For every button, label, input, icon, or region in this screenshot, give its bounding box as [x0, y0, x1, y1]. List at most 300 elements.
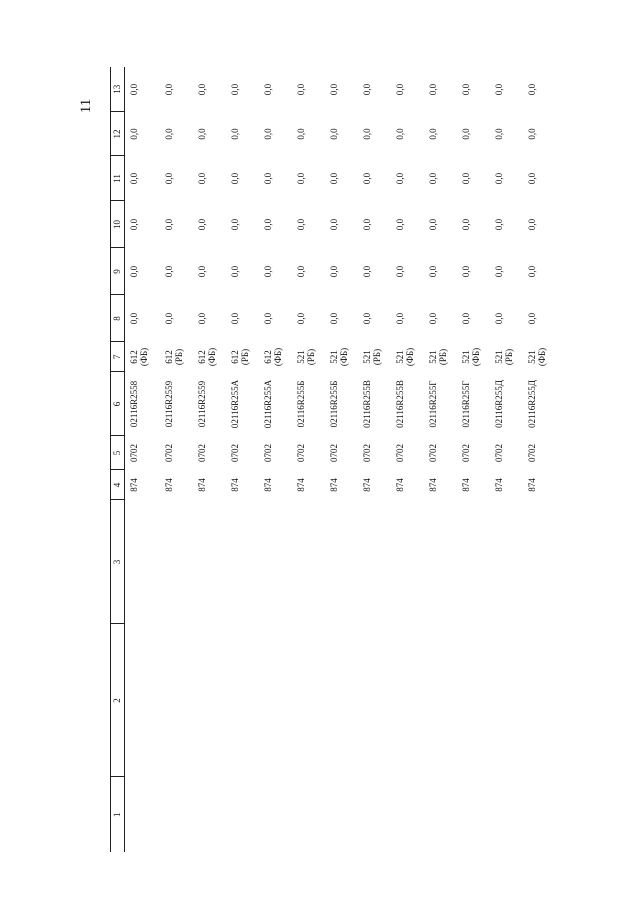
cell-text: 0,0 — [197, 128, 207, 140]
cell-text: 0,0 — [263, 83, 273, 96]
table-cell — [158, 470, 191, 500]
cell-text: 0,0 — [329, 265, 339, 278]
table-cell — [290, 470, 323, 500]
table-row — [125, 67, 159, 852]
table-cell — [455, 470, 488, 500]
table-cell — [356, 248, 389, 295]
cell-text: 874 — [296, 478, 306, 492]
table-cell — [521, 248, 554, 295]
page-number: 11 — [78, 98, 94, 114]
table-cell — [290, 372, 323, 436]
table-cell — [290, 500, 323, 624]
table-cell — [224, 624, 257, 777]
table-cell — [422, 436, 455, 470]
table-row — [389, 67, 422, 852]
table-cell — [257, 342, 290, 372]
cell-text — [257, 624, 263, 777]
cell-text: 0,0 — [129, 83, 139, 96]
table-cell — [158, 624, 191, 777]
table-cell — [488, 777, 521, 852]
cell-text: 0702 — [461, 444, 471, 462]
table-cell — [191, 248, 224, 295]
table-cell — [191, 156, 224, 201]
cell-text: 0,0 — [395, 83, 405, 96]
cell-text: 521 (РБ) — [428, 348, 448, 366]
cell-text — [323, 500, 329, 624]
table-cell — [125, 436, 159, 470]
table-cell — [455, 777, 488, 852]
cell-text: 0702 — [197, 444, 207, 462]
cell-text: 0,0 — [461, 265, 471, 278]
cell-text: 0702 — [263, 444, 273, 462]
table-cell — [455, 156, 488, 201]
cell-text: 0,0 — [494, 312, 504, 325]
table-cell — [191, 372, 224, 436]
table-cell — [488, 295, 521, 342]
table-cell — [224, 436, 257, 470]
cell-text: 0,0 — [362, 128, 372, 140]
table-cell — [290, 295, 323, 342]
cell-text: 0,0 — [230, 265, 240, 278]
table-cell — [455, 500, 488, 624]
cell-text: 0,0 — [362, 265, 372, 278]
table-row — [158, 67, 191, 852]
cell-text — [158, 624, 164, 777]
cell-text: 0,0 — [230, 128, 240, 140]
cell-text — [389, 500, 395, 624]
cell-text: 0,0 — [461, 128, 471, 140]
cell-text: 0,0 — [263, 265, 273, 278]
cell-text: 874 — [395, 478, 405, 492]
cell-text: 612 (ФБ) — [129, 347, 149, 367]
cell-text — [389, 777, 395, 852]
table-cell — [389, 470, 422, 500]
table-cell — [389, 67, 422, 112]
table-cell — [455, 201, 488, 248]
cell-text: 0,0 — [395, 128, 405, 140]
table-cell — [290, 67, 323, 112]
cell-text — [290, 777, 296, 852]
cell-text — [455, 624, 461, 777]
table-cell — [356, 295, 389, 342]
table-cell — [191, 295, 224, 342]
cell-text: 0,0 — [428, 218, 438, 231]
table-cell — [356, 112, 389, 156]
table-cell — [257, 624, 290, 777]
table-cell — [323, 500, 356, 624]
cell-text: 521 (РБ) — [296, 348, 316, 366]
table-cell — [191, 777, 224, 852]
cell-text: 02116R255В — [362, 380, 372, 428]
table-cell — [356, 470, 389, 500]
cell-text: 612 (РБ) — [164, 348, 184, 366]
table-cell — [224, 372, 257, 436]
table-cell — [290, 156, 323, 201]
table-cell — [125, 295, 159, 342]
cell-text: 874 — [129, 478, 139, 492]
cell-text: 0,0 — [329, 128, 339, 140]
table-cell — [488, 500, 521, 624]
cell-text: 874 — [527, 478, 537, 492]
col-header: 10 — [111, 201, 125, 248]
table-cell — [389, 436, 422, 470]
col-header: 3 — [111, 500, 125, 624]
cell-text: 02116R2559 — [197, 380, 207, 428]
table-cell — [290, 201, 323, 248]
table-cell — [323, 777, 356, 852]
table-cell — [521, 624, 554, 777]
cell-text: 0,0 — [263, 128, 273, 140]
table-cell — [422, 67, 455, 112]
table-cell — [224, 67, 257, 112]
cell-text: 0,0 — [428, 172, 438, 185]
table-cell — [158, 112, 191, 156]
col-header: 7 — [111, 342, 125, 372]
table-cell — [257, 201, 290, 248]
table-cell — [323, 624, 356, 777]
col-header: 6 — [111, 372, 125, 436]
table-cell — [521, 342, 554, 372]
table-cell — [158, 436, 191, 470]
table-cell — [125, 248, 159, 295]
table-cell — [191, 342, 224, 372]
table-cell — [455, 112, 488, 156]
cell-text: 874 — [164, 478, 174, 492]
cell-text: 0,0 — [296, 172, 306, 185]
cell-text: 0,0 — [461, 312, 471, 325]
cell-text: 0,0 — [461, 218, 471, 231]
col-header: 1 — [111, 777, 125, 852]
cell-text — [290, 624, 296, 777]
table-cell — [521, 295, 554, 342]
table-cell — [158, 67, 191, 112]
table-cell — [455, 248, 488, 295]
table-cell — [521, 67, 554, 112]
table-cell — [158, 777, 191, 852]
table-cell — [356, 342, 389, 372]
cell-text: 0,0 — [164, 83, 174, 96]
cell-text: 0702 — [395, 444, 405, 462]
table-cell — [488, 201, 521, 248]
cell-text: 0702 — [362, 444, 372, 462]
table-cell — [290, 624, 323, 777]
cell-text: 0702 — [428, 444, 438, 462]
table-row — [257, 67, 290, 852]
cell-text: 0,0 — [197, 172, 207, 185]
cell-text: 02116R2559 — [164, 380, 174, 428]
header-row — [111, 67, 125, 852]
table-cell — [356, 372, 389, 436]
table-cell — [323, 436, 356, 470]
table-cell — [521, 112, 554, 156]
table-cell — [158, 342, 191, 372]
table-cell — [257, 436, 290, 470]
cell-text — [158, 500, 164, 624]
table-cell — [389, 248, 422, 295]
cell-text: 02116R255Б — [329, 380, 339, 428]
cell-text: 0,0 — [395, 312, 405, 325]
cell-text — [521, 624, 527, 777]
table-cell — [389, 201, 422, 248]
cell-text — [422, 624, 428, 777]
cell-text: 0702 — [129, 444, 139, 462]
cell-text: 0,0 — [230, 218, 240, 231]
table-cell — [422, 248, 455, 295]
cell-text: 02116R255В — [395, 380, 405, 428]
table-cell — [191, 436, 224, 470]
col-header: 8 — [111, 295, 125, 342]
table-cell — [488, 436, 521, 470]
cell-text: 0,0 — [230, 312, 240, 325]
table-cell — [521, 500, 554, 624]
table-cell — [323, 112, 356, 156]
table-row — [422, 67, 455, 852]
cell-text — [125, 624, 129, 777]
cell-text: 02116R2558 — [129, 380, 139, 428]
cell-text: 0,0 — [527, 128, 537, 140]
col-header: 12 — [111, 112, 125, 156]
cell-text: 0,0 — [164, 172, 174, 185]
cell-text — [257, 777, 263, 852]
table-cell — [488, 248, 521, 295]
table-cell — [422, 342, 455, 372]
table-cell — [422, 156, 455, 201]
table-cell — [191, 201, 224, 248]
cell-text: 521 (РБ) — [494, 348, 514, 366]
table-cell — [257, 67, 290, 112]
table-cell — [158, 156, 191, 201]
cell-text: 0,0 — [230, 172, 240, 185]
table-cell — [422, 112, 455, 156]
table-cell — [521, 201, 554, 248]
cell-text: 0702 — [296, 444, 306, 462]
table-cell — [521, 156, 554, 201]
cell-text: 0,0 — [129, 172, 139, 185]
cell-text: 0,0 — [329, 83, 339, 96]
cell-text — [158, 777, 164, 852]
cell-text: 0,0 — [263, 312, 273, 325]
cell-text — [422, 777, 428, 852]
table-cell — [356, 500, 389, 624]
cell-text — [191, 500, 197, 624]
cell-text — [224, 500, 230, 624]
cell-text — [125, 500, 129, 624]
cell-text: 0,0 — [494, 172, 504, 185]
cell-text: 0,0 — [428, 265, 438, 278]
table-cell — [257, 248, 290, 295]
table-cell — [290, 436, 323, 470]
table-cell — [323, 156, 356, 201]
cell-text: 0,0 — [527, 218, 537, 231]
table-cell — [389, 500, 422, 624]
cell-text: 521 (РБ) — [362, 348, 382, 366]
cell-text: 02116R255Г — [461, 380, 471, 428]
cell-text — [356, 500, 362, 624]
table-cell — [125, 67, 159, 112]
table-cell — [323, 67, 356, 112]
table-cell — [356, 201, 389, 248]
cell-text: 0,0 — [263, 218, 273, 231]
table-cell — [125, 156, 159, 201]
table-cell — [290, 777, 323, 852]
cell-text: 0,0 — [296, 265, 306, 278]
table-cell — [224, 156, 257, 201]
table-cell — [488, 156, 521, 201]
cell-text: 0,0 — [494, 265, 504, 278]
cell-text: 0,0 — [527, 265, 537, 278]
table-cell — [455, 342, 488, 372]
cell-text: 02116R255A — [230, 379, 240, 429]
table-cell — [224, 248, 257, 295]
table-cell — [521, 470, 554, 500]
table-cell — [125, 470, 159, 500]
cell-text: 0,0 — [197, 218, 207, 231]
cell-text — [455, 500, 461, 624]
cell-text: 0,0 — [428, 83, 438, 96]
table-cell — [356, 436, 389, 470]
table-cell — [389, 156, 422, 201]
table-cell — [455, 436, 488, 470]
table-cell — [488, 112, 521, 156]
cell-text: 0,0 — [494, 83, 504, 96]
cell-text: 0,0 — [494, 128, 504, 140]
table-cell — [389, 777, 422, 852]
table-cell — [191, 500, 224, 624]
col-header: 9 — [111, 248, 125, 295]
table-cell — [158, 500, 191, 624]
table-cell — [323, 372, 356, 436]
cell-text: 0,0 — [129, 265, 139, 278]
table-cell — [521, 777, 554, 852]
cell-text: 0,0 — [164, 128, 174, 140]
cell-text: 0,0 — [296, 218, 306, 231]
cell-text: 874 — [428, 478, 438, 492]
table-cell — [191, 67, 224, 112]
cell-text: 0,0 — [527, 83, 537, 96]
table-cell — [488, 67, 521, 112]
table-cell — [323, 248, 356, 295]
table-cell — [224, 112, 257, 156]
table-cell — [389, 112, 422, 156]
table-cell — [323, 470, 356, 500]
cell-text: 0,0 — [494, 218, 504, 231]
table-cell — [158, 201, 191, 248]
table-cell — [224, 777, 257, 852]
table-cell — [356, 67, 389, 112]
cell-text: 0,0 — [395, 218, 405, 231]
cell-text: 0,0 — [129, 312, 139, 325]
col-header: 11 — [111, 156, 125, 201]
table-cell — [422, 295, 455, 342]
table-cell — [290, 248, 323, 295]
table-cell — [389, 372, 422, 436]
table-cell — [224, 500, 257, 624]
cell-text: 0702 — [164, 444, 174, 462]
table-cell — [224, 201, 257, 248]
cell-text: 0,0 — [197, 265, 207, 278]
cell-text: 0702 — [527, 444, 537, 462]
table-cell — [323, 201, 356, 248]
cell-text: 0,0 — [395, 172, 405, 185]
table-cell — [257, 500, 290, 624]
cell-text: 0,0 — [197, 83, 207, 96]
table-cell — [356, 777, 389, 852]
cell-text: 612 (ФБ) — [197, 347, 217, 367]
cell-text: 0,0 — [329, 172, 339, 185]
table-cell — [422, 777, 455, 852]
cell-text: 612 (ФБ) — [263, 347, 283, 367]
table-cell — [257, 372, 290, 436]
cell-text: 0702 — [230, 444, 240, 462]
cell-text: 521 (ФБ) — [527, 347, 547, 367]
cell-text — [323, 777, 329, 852]
cell-text — [257, 500, 263, 624]
col-header: 2 — [111, 624, 125, 777]
cell-text: 0,0 — [527, 312, 537, 325]
table-cell — [158, 248, 191, 295]
cell-text — [290, 500, 296, 624]
cell-text: 0,0 — [129, 218, 139, 231]
cell-text — [488, 624, 494, 777]
cell-text: 874 — [263, 478, 273, 492]
cell-text: 02116R255A — [263, 379, 273, 429]
table-cell — [488, 624, 521, 777]
cell-text — [422, 500, 428, 624]
cell-text: 0,0 — [428, 128, 438, 140]
table-cell — [125, 342, 159, 372]
cell-text: 0,0 — [461, 83, 471, 96]
table-cell — [488, 470, 521, 500]
table-cell — [290, 342, 323, 372]
table-cell — [125, 624, 159, 777]
cell-text: 0,0 — [395, 265, 405, 278]
table-cell — [191, 624, 224, 777]
cell-text — [224, 624, 230, 777]
cell-text — [224, 777, 230, 852]
table-cell — [191, 112, 224, 156]
col-header: 13 — [111, 67, 125, 112]
table-cell — [125, 201, 159, 248]
table-cell — [455, 67, 488, 112]
table-cell — [422, 624, 455, 777]
cell-text — [389, 624, 395, 777]
table-cell — [488, 372, 521, 436]
cell-text: 0,0 — [296, 128, 306, 140]
cell-text — [488, 777, 494, 852]
cell-text: 874 — [329, 478, 339, 492]
table-cell — [521, 436, 554, 470]
cell-text — [356, 624, 362, 777]
cell-text — [488, 500, 494, 624]
cell-text: 0,0 — [296, 312, 306, 325]
cell-text: 0,0 — [329, 312, 339, 325]
cell-text: 02116R255Г — [428, 380, 438, 428]
cell-text: 874 — [494, 478, 504, 492]
table-cell — [323, 342, 356, 372]
cell-text: 0,0 — [362, 172, 372, 185]
table-cell — [257, 112, 290, 156]
table-cell — [455, 295, 488, 342]
budget-table — [110, 67, 554, 852]
cell-text: 0,0 — [129, 128, 139, 140]
cell-text: 0,0 — [230, 83, 240, 96]
cell-text: 0,0 — [197, 312, 207, 325]
cell-text — [323, 624, 329, 777]
table-cell — [125, 777, 159, 852]
table-cell — [257, 777, 290, 852]
table-cell — [125, 372, 159, 436]
budget-table-rotated — [110, 67, 570, 852]
